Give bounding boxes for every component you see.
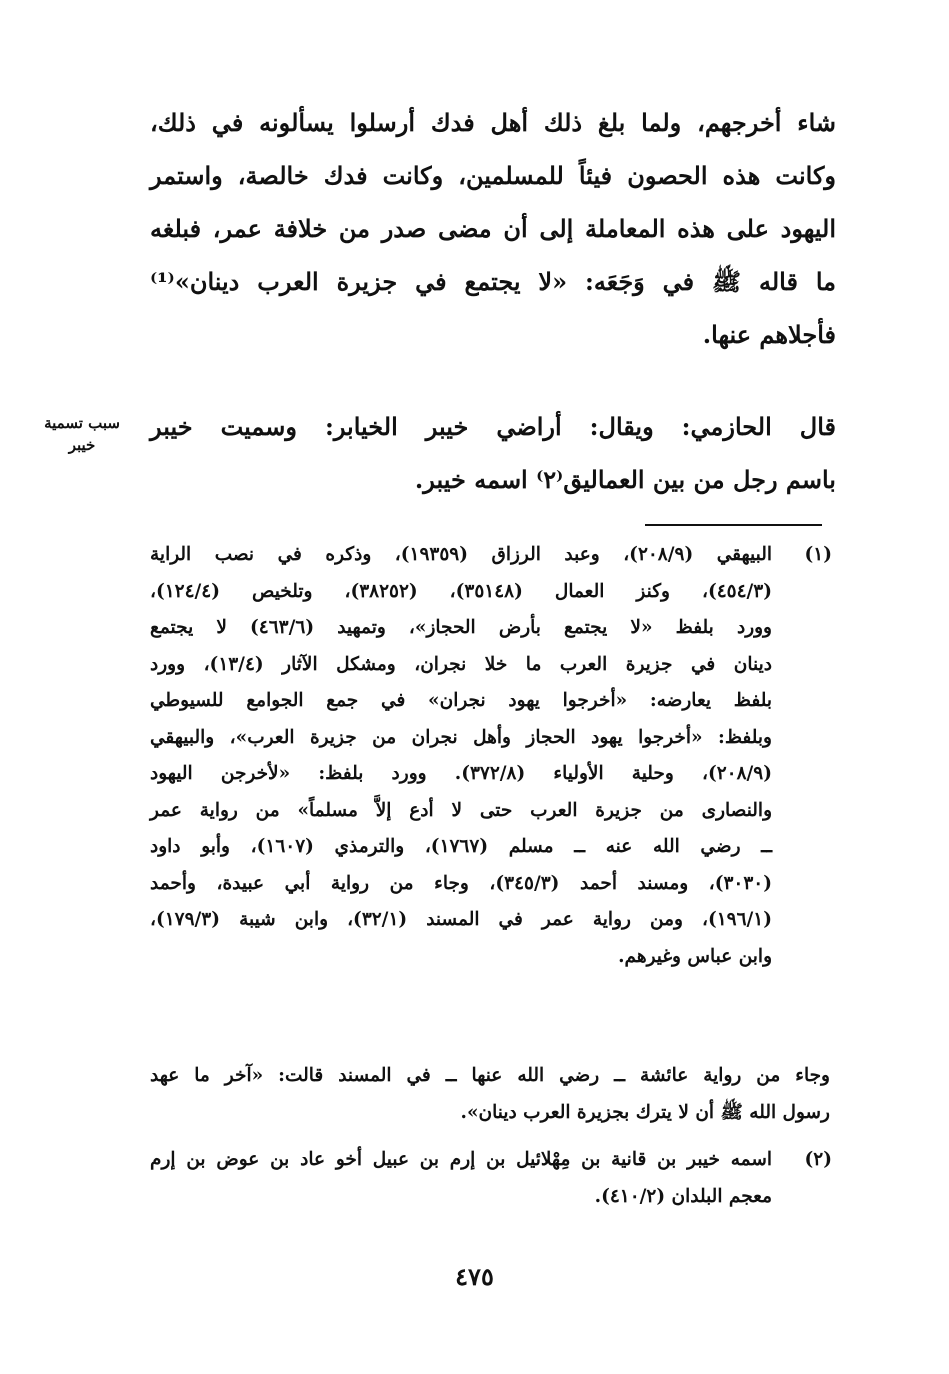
paragraph-line: شاء أخرجهم، ولما بلغ ذلك أهل فدك أرسلوا يسألونه في ذلك، — [150, 108, 836, 137]
paragraph-line: باسم رجل من بين العماليق⁽٢⁾ اسمه خيبر. — [414, 465, 836, 494]
footnote-number: (١) — [804, 544, 832, 565]
paragraph-line: وكانت هذه الحصون فيئاً للمسلمين، وكانت فدك خالصة، واستمر — [150, 161, 836, 190]
paragraph-1 — [150, 96, 836, 361]
paragraph-line: ما قاله ﷺ في وَجَعَه: «لا يجتمع في جزيرة العرب دينان»⁽¹⁾ — [150, 267, 836, 296]
margin-note-subtitle: خيبر — [68, 436, 96, 454]
margin-note-title: سبب تسمية — [44, 414, 120, 432]
paragraph-2 — [150, 400, 836, 506]
footnote-2 — [150, 1142, 832, 1215]
footnote-line: رسول الله ﷺ أن لا يترك بجزيرة العرب دينان». — [460, 1101, 830, 1123]
footnote-line: معجم البلدان (٤١٠/٢). — [594, 1185, 772, 1207]
footnote-line: (٣٠٣٠)، ومسند أحمد (٣٤٥/٣)، وجاء من رواية أبي عبيدة، وأحمد — [150, 872, 773, 894]
footnote-line: (١٩٦/١)، ومن رواية عمر في المسند (٣٢/١)، وابن شيبة (١٧٩/٣)، — [150, 909, 772, 930]
paragraph-line: اليهود على هذه المعاملة إلى أن مضى صدر من خلافة عمر، فبلغه — [150, 214, 836, 243]
footnote-number: (٢) — [804, 1149, 832, 1170]
footnote-line: وابن عباس وغيرهم. — [618, 945, 772, 967]
margin-note — [26, 412, 138, 456]
footnote-1-continuation — [150, 1058, 830, 1131]
footnote-line: ــ رضي الله عنه ــ مسلم (١٧٦٧)، والترمذي (١٦٠٧)، وأبو داود — [150, 836, 773, 857]
page-number: ٤٧٥ — [455, 1262, 494, 1291]
footnote-line: (٤٥٤/٣)، وكنز العمال (٣٥١٤٨)، (٣٨٢٥٢)، وتلخيص (١٢٤/٤)، — [150, 580, 772, 602]
footnote-line: (٢٠٨/٩)، وحلية الأولياء (٣٧٢/٨). وورد بلفظ: «لأخرجن اليهود — [150, 763, 772, 784]
paragraph-line: قال الحازمي: ويقال: أراضي خيبر الخيابر: وسميت خيبر — [150, 412, 836, 441]
footnote-line: دينان في جزيرة العرب ما خلا نجران، ومشكل الآثار (١٣/٤)، وورد — [150, 653, 772, 675]
footnote-1 — [150, 537, 832, 975]
footnote-line: بلفظ يعارضه: «أخرجوا يهود نجران» في جمع الجوامع للسيوطي — [150, 690, 772, 711]
footnote-line: وبلفظ: «أخرجوا يهود الحجاز وأهل نجران من جزيرة العرب»، والبيهقي — [150, 726, 772, 748]
footnote-line: اسمه خيبر بن قانية بن مِهْلائيل بن إرم بن عبيل أخو عاد بن عوض بن إرم — [150, 1149, 772, 1170]
footnote-line: وجاء من رواية عائشة ــ رضي الله عنها ــ في المسند قالت: «آخر ما عهد — [150, 1065, 830, 1086]
footnote-line: وورد بلفظ «لا يجتمع بأرض الحجاز»، وتمهيد (٤٦٣/٦) لا يجتمع — [150, 617, 772, 638]
footnote-line: والنصارى من جزيرة العرب حتى لا أدع إلاَّ مسلماً» من رواية عمر — [150, 799, 772, 821]
footnote-line: البيهقي (٢٠٨/٩)، وعبد الرزاق (١٩٣٥٩)، وذكره في نصب الراية — [150, 544, 772, 565]
footnote-separator — [645, 524, 822, 526]
paragraph-line: فأجلاهم عنها. — [702, 320, 836, 349]
